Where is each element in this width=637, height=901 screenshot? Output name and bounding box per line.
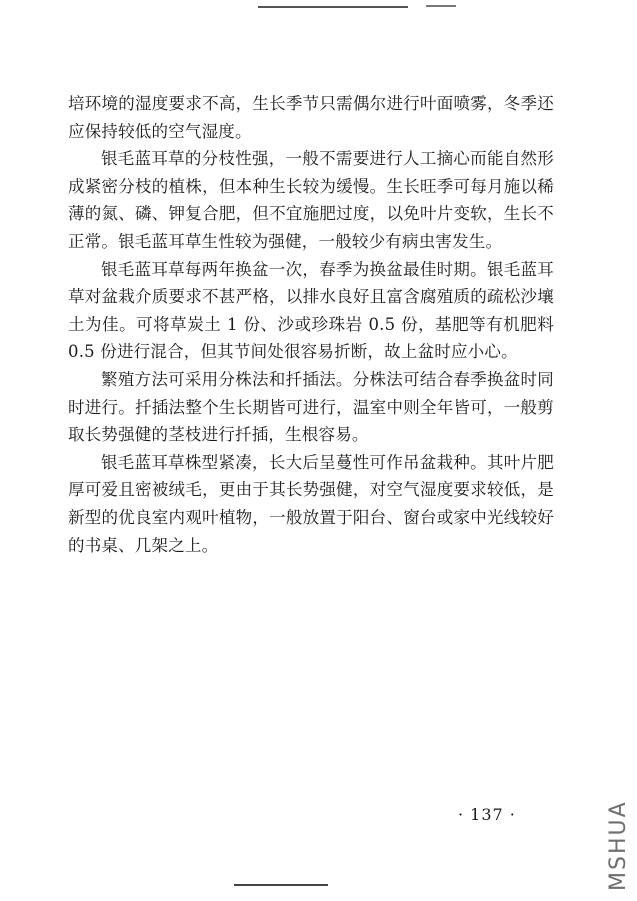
scan-artifact-top-mark (426, 5, 456, 7)
page-body (68, 90, 554, 559)
watermark: MSHUA (606, 800, 631, 891)
paragraph-repotting: 银毛蓝耳草每两年换盆一次，春季为换盆最佳时期。银毛蓝耳草对盆栽介质要求不甚严格，以排水良好且富含腐殖质的疏松沙壤土为佳。可将草炭土 1 份、沙或珍珠岩 0.5 份，基肥等有机肥料 0.5 份进行混合，但其节间处很容易折断，故上盆时应小心。 (68, 259, 554, 362)
paragraph-branching-fertilizing: 银毛蓝耳草的分枝性强，一般不需要进行人工摘心而能自然形成紧密分枝的植株，但本种生长较为缓慢。生长旺季可每月施以稀薄的氮、磷、钾复合肥，但不宜施肥过度，以免叶片变软，生长不正常。银毛蓝耳草生性较为强健，一般较少有病虫害发生。 (68, 149, 554, 251)
scan-artifact-bottom-line (234, 884, 328, 886)
paragraph-humidity-continued: 培环境的湿度要求不高，生长季节只需偶尔进行叶面喷雾，冬季还应保持较低的空气湿度。 (68, 94, 554, 141)
paragraph-usage: 银毛蓝耳草株型紧凑，长大后呈蔓性可作吊盆栽种。其叶片肥厚可爱且密被绒毛，更由于其长势强健，对空气湿度要求较低，是新型的优良室内观叶植物，一般放置于阳台、窗台或家中光线较好的书桌、几架之上。 (68, 452, 554, 555)
paragraph-propagation: 繁殖方法可采用分株法和扦插法。分株法可结合春季换盆时同时进行。扦插法整个生长期皆可进行，温室中则全年皆可，一般剪取长势强健的茎枝进行扦插，生根容易。 (68, 369, 554, 445)
scan-artifact-top-line (258, 6, 408, 8)
page-number: · 137 · (458, 805, 516, 824)
